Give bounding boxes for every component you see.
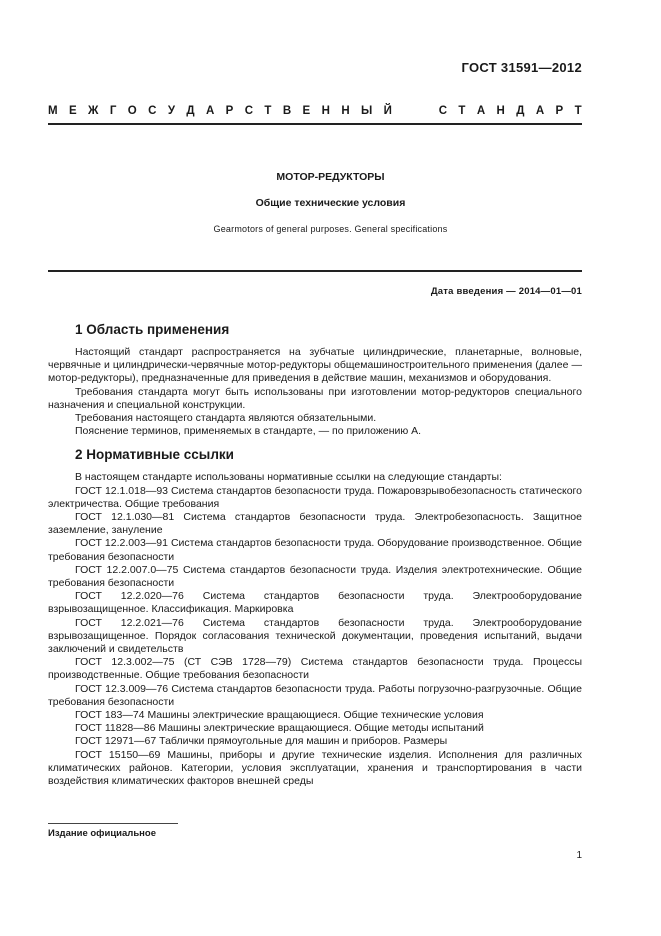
reference-item: ГОСТ 12.2.020—76 Система стандартов безопасности труда. Электрооборудование взрывозащищенное. Классификация. Маркировка	[48, 590, 582, 616]
reference-item: ГОСТ 12.1.018—93 Система стандартов безопасности труда. Пожаровзрывобезопасность статического электричества. Общие требования	[48, 484, 582, 510]
reference-item: ГОСТ 12.2.003—91 Система стандартов безопасности труда. Оборудование производственное. Общие требования безопасности	[48, 537, 582, 563]
banner-letter: Т	[574, 105, 582, 117]
banner-letter: С	[148, 105, 157, 117]
reference-item: ГОСТ 12.1.030—81 Система стандартов безопасности труда. Электробезопасность. Защитное заземление, зануление	[48, 511, 582, 537]
interstate-standard-banner	[48, 105, 582, 117]
banner-letter: Р	[555, 105, 564, 117]
paragraph: В настоящем стандарте использованы нормативные ссылки на следующие стандарты:	[75, 471, 502, 484]
header-divider	[48, 123, 582, 125]
banner-letter: О	[127, 105, 137, 117]
introduction-date: Дата введения — 2014—01—01	[430, 286, 582, 297]
banner-letter: М	[48, 105, 58, 117]
banner-letter: А	[205, 105, 215, 117]
footer-divider	[48, 823, 178, 824]
section-heading-scope: 1 Область применения	[75, 322, 230, 337]
reference-item: ГОСТ 12.2.007.0—75 Система стандартов безопасности труда. Изделия электротехнические. Общие требования безопасности	[48, 563, 582, 590]
reference-item: ГОСТ 12.3.009—76 Система стандартов безопасности труда. Работы погрузочно-разгрузочные. Общие требования безопасности	[48, 682, 582, 708]
banner-letter: Н	[321, 105, 330, 117]
banner-letter: Н	[496, 105, 505, 117]
page-number: 1	[576, 850, 582, 861]
paragraph: Настоящий стандарт распространяется на зубчатые цилиндрические, планетарные, волновые, червячные и цилиндрически-червячные мотор-редукторы общемашиностроительного применения (далее — мотор-редукторы), предназначенные для приведения в действие машин, механизмов и оборудования.	[48, 346, 582, 385]
banner-letter: У	[167, 105, 175, 117]
banner-letter: Т	[264, 105, 272, 117]
banner-letter: Г	[109, 105, 117, 117]
paragraph: Требования стандарта могут быть использованы при изготовлении мотор-редукторов специального назначения и специальной конструкции.	[48, 385, 582, 411]
english-title: Gearmotors of general purposes. General specifications	[213, 224, 448, 234]
banner-letter: Д	[516, 105, 525, 117]
section-heading-normative-references: 2 Нормативные ссылки	[75, 447, 234, 463]
banner-letter: Ы	[361, 105, 373, 117]
document-title: МОТОР-РЕДУКТОРЫ	[276, 171, 385, 183]
document-subtitle: Общие технические условия	[255, 197, 406, 209]
banner-letter: А	[535, 105, 545, 117]
paragraph: Пояснение терминов, применяемых в стандарте, — по приложению А.	[75, 425, 422, 438]
banner-letter: В	[282, 105, 292, 117]
banner-letter: С	[438, 105, 448, 117]
banner-letter: Н	[341, 105, 350, 117]
banner-letter: Е	[302, 105, 311, 117]
banner-letter: С	[244, 105, 254, 117]
reference-item: ГОСТ 12.3.002—75 (СТ СЭВ 1728—79) Система стандартов безопасности труда. Процессы производственные. Общие требования безопасности	[48, 656, 582, 682]
official-edition-label: Издание официальное	[48, 828, 156, 839]
banner-letter: Й	[383, 105, 392, 117]
banner-letter: Ж	[88, 105, 99, 117]
standard-number: ГОСТ 31591—2012	[461, 60, 582, 75]
banner-letter: Т	[458, 105, 466, 117]
reference-item: ГОСТ 183—74 Машины электрические вращающиеся. Общие технические условия	[75, 709, 484, 722]
banner-letter: Е	[68, 105, 77, 117]
banner-word-gap	[403, 105, 427, 117]
reference-list	[48, 485, 582, 789]
reference-item: ГОСТ 11828—86 Машины электрические вращающиеся. Общие методы испытаний	[75, 722, 484, 735]
reference-item: ГОСТ 12971—67 Таблички прямоугольные для машин и приборов. Размеры	[75, 735, 448, 748]
banner-letter: Д	[186, 105, 195, 117]
banner-letter: А	[476, 105, 486, 117]
paragraph: Требования настоящего стандарта являются обязательными.	[75, 412, 377, 425]
banner-letter: Р	[225, 105, 234, 117]
reference-item: ГОСТ 15150—69 Машины, приборы и другие технические изделия. Исполнения для различных климатических районов. Категории, условия эксплуатации, хранения и транспортирования в части воздействия климатических факторов внешней среды	[48, 748, 582, 788]
reference-item: ГОСТ 12.2.021—76 Система стандартов безопасности труда. Электрооборудование взрывозащищенное. Порядок согласования технической документации, проведения испытаний, выдачи заключений и свидетельств	[48, 616, 582, 656]
document-body	[48, 321, 582, 788]
title-divider	[48, 270, 582, 272]
